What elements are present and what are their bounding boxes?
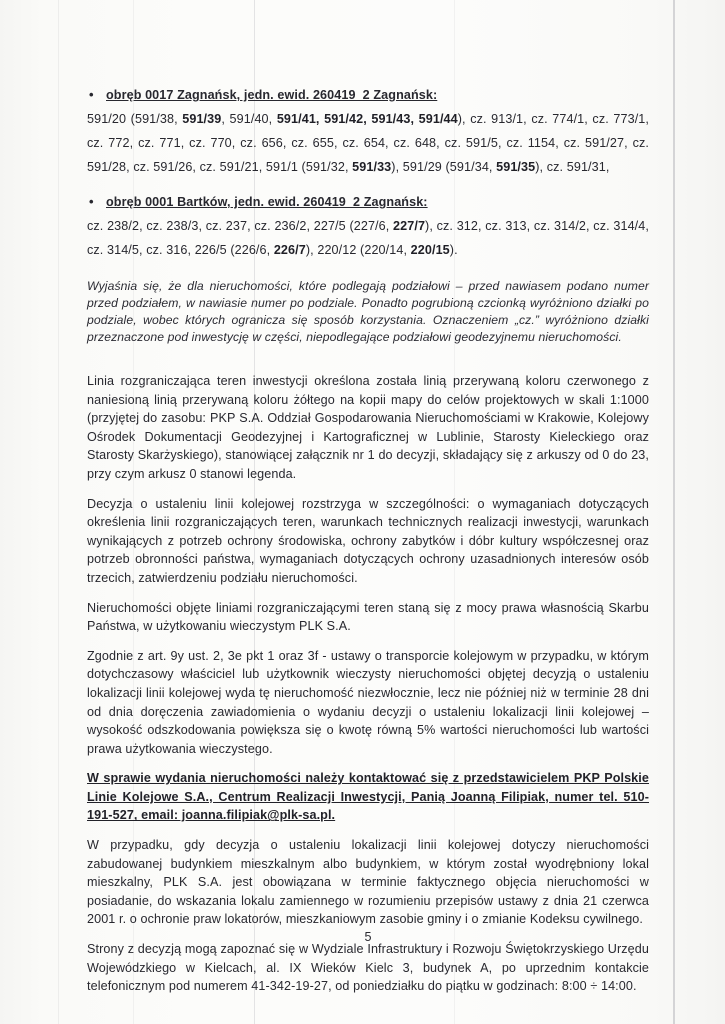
list-item-obreb-0017: [87, 88, 649, 179]
obreb-0001-heading: obręb 0001 Bartków, jedn. ewid. 260419_2 Zagnańsk:: [106, 195, 428, 209]
parcel-number-bold: 226/7: [273, 243, 306, 257]
parcel-number-text: cz. 238/2, cz. 238/3, cz. 237, cz. 236/2, 227/5 (227/6,: [87, 219, 394, 233]
parcel-number-bold: 591/33: [352, 160, 392, 174]
page-number: 5: [364, 930, 372, 944]
bullet-icon: •: [89, 194, 94, 209]
paragraph-replacement-housing: W przypadku, gdy decyzja o ustaleniu lokalizacji linii kolejowej dotyczy nieruchomości zabudowanej budynkiem mieszkalnym albo budynkiem, w którym został wyodrębniony lokal mieszkalny, PLK S.A. jest obowiązana w terminie faktycznego objęcia nieruchomości w posiadanie, do wskazania lokalu zamiennego w rozumieniu przepisów ustawy z dnia 21 czerwca 2001 r. o ochronie praw lokatorów, mieszkaniowym zasobie gminy i o zmianie Kodeksu cywilnego.: [87, 838, 649, 927]
parcel-number-bold: 227/7: [393, 219, 426, 233]
paragraph-state-treasury: Nieruchomości objęte liniami rozgraniczającymi teren staną się z mocy prawa własnością Skarbu Państwa, w użytkowaniu wieczystym PLK S.A.: [87, 600, 649, 634]
bullet-icon: •: [89, 87, 94, 102]
contact-paragraph-underlined: W sprawie wydania nieruchomości należy kontaktować się z przedstawicielem PKP Polskie Linie Kolejowe S.A., Centrum Realizacji Inwestycji, Panią Joanną Filipiak, numer tel. 510-191-527, email: joanna.filipiak@plk-sa.pl.: [87, 771, 649, 823]
parcel-number-bold: 220/15: [410, 243, 450, 257]
list-item-heading: [87, 88, 649, 102]
paragraph-decision-scope: Decyzja o ustaleniu linii kolejowej rozstrzyga w szczególności: o wymaganiach dotyczących określenia linii rozgraniczających teren, warunkach technicznych realizacji inwestycji, warunkach wynikających z potrzeb ochrony środowiska, ochrony zabytków i dóbr kultury współczesnej oraz potrzeb obronności państwa, wymaganiach dotyczących ochrony uzasadnionych interesów osób trzecich, zatwierdzeniu podziału nieruchomości.: [87, 496, 649, 585]
parcel-number-bold: 591/39: [182, 112, 222, 126]
parcel-numbers-list: [87, 214, 649, 262]
parcel-number-bold: 591/35: [496, 160, 536, 174]
paragraph-review-office: Strony z decyzją mogą zapoznać się w Wydziale Infrastruktury i Rozwoju Świętokrzyskiego Urzędu Wojewódzkiego w Kielcach, al. IX Wieków Kielc 3, budynek A, po uprzednim kontakcie telefonicznym pod numerem 41-342-19-27, od poniedziałku do piątku w godzinach: 8:00 ÷ 14:00.: [87, 942, 649, 994]
parcel-number-text: ), cz. 913/1, cz. 774/1, cz. 773/1, cz. 772, cz. 771, cz. 770, cz. 656, cz. 655, cz. 654, cz. 648, cz. 591/5, cz. 1154, cz. 591/27, cz. 591/28, cz. 591/26, cz. 591/21, 591/1 (591/32,: [87, 112, 649, 174]
parcel-number-text: 591/20 (591/38,: [87, 112, 183, 126]
parcel-number-text: ), cz. 312, cz. 313, cz. 314/2, cz. 314/4, cz. 314/5, cz. 316, 226/5 (226/6,: [87, 219, 649, 257]
paragraph-compensation: Zgodnie z art. 9y ust. 2, 3e pkt 1 oraz 3f - ustawy o transporcie kolejowym w przypadku, w którym dotychczasowy właściciel lub użytkownik wieczysty nieruchomości objętej decyzją o ustaleniu lokalizacji linii kolejowej wyda tę nieruchomość niezwłocznie, lecz nie później niż w terminie 28 dni od dnia doręczenia zawiadomienia o wydaniu decyzji o ustaleniu lokalizacji linii kolejowej – wysokość odszkodowania powiększa się o kwotę równą 5% wartości nieruchomości lub wartości prawa użytkowania wieczystego.: [87, 648, 649, 756]
parcel-number-text: ), cz. 591/31,: [535, 160, 610, 174]
parcel-number-bold: 591/41, 591/42, 591/43, 591/44: [276, 112, 458, 126]
parcel-number-text: ), 591/29 (591/34,: [391, 160, 497, 174]
paragraph-demarcation-line: Linia rozgraniczająca teren inwestycji określona została linią przerywaną koloru czerwonego z naniesioną linią przerywaną koloru żółtego na kopii mapy do celów projektowych w skali 1:1000 (przyjętej do zasobu: PKP S.A. Oddział Gospodarowania Nieruchomościami w Krakowie, Kolejowy Ośrodek Dokumentacji Geodezyjnej i Kartograficznej w Lublinie, Starosty Kieleckiego oraz Starosty Skarżyskiego), stanowiącej załącznik nr 1 do decyzji, składający się z arkuszy od 0 do 23, przy czym arkusz 0 stanowi legenda.: [87, 374, 649, 481]
parcel-number-text: ).: [449, 243, 458, 257]
obreb-0017-heading: obręb 0017 Zagnańsk, jedn. ewid. 260419_2 Zagnańsk:: [106, 88, 438, 102]
list-item-heading: [87, 195, 649, 209]
explanatory-note-italic: Wyjaśnia się, że dla nieruchomości, które podlegają podziałowi – przed nawiasem podano numer przed podziałem, w nawiasie numer po podziale. Ponadto pogrubioną czcionką wyróżniono działki po podziale, wobec których ogranicza się sposób korzystania. Oznaczeniem „cz.” wyróżniono działki przeznaczone pod inwestycję w części, niepodlegające podziałowi geodezyjnemu nieruchomości.: [87, 279, 649, 344]
parcel-number-text: ), 220/12 (220/14,: [305, 243, 411, 257]
parcel-numbers-list: [87, 107, 649, 179]
parcel-number-text: , 591/40,: [221, 112, 277, 126]
list-item-obreb-0001: [87, 195, 649, 262]
